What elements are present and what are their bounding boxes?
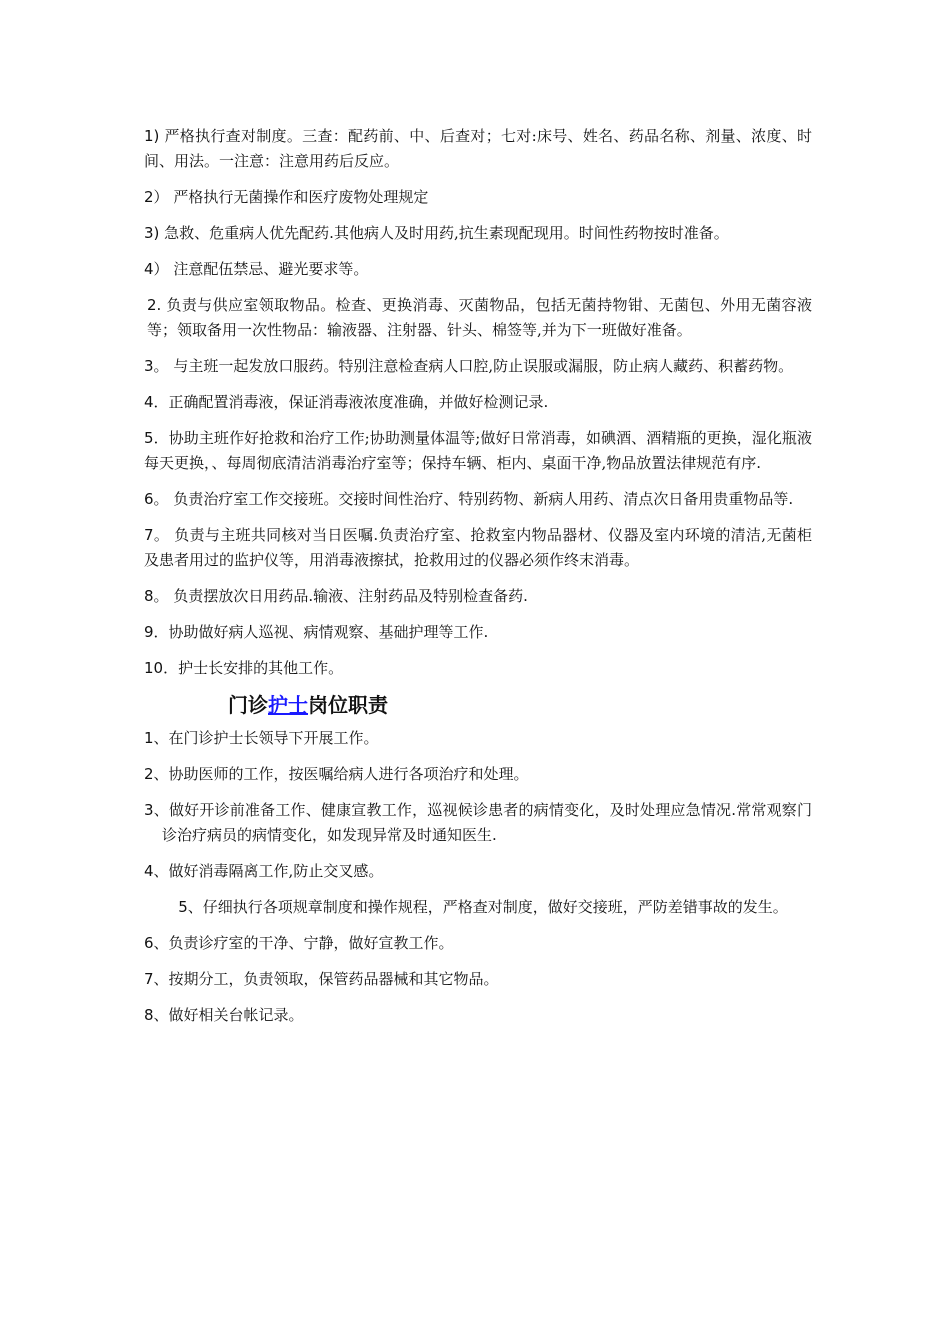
item-text: 、在门诊护士长领导下开展工作。 <box>153 729 379 747</box>
duty-item-9 <box>144 487 812 512</box>
item-number: 8 <box>144 1006 154 1024</box>
duty-item-4 <box>144 257 812 282</box>
duty-item-7 <box>144 390 812 415</box>
item-text: 严格执行无菌操作和医疗废物处理规定 <box>168 188 429 206</box>
clinic-duty-1 <box>144 726 812 751</box>
item-number: 3。 <box>144 357 169 375</box>
item-number: 7 <box>144 970 154 988</box>
item-number: 6 <box>144 934 154 952</box>
clinic-duty-3 <box>144 798 812 848</box>
duty-item-13 <box>144 656 812 681</box>
item-number: 8。 <box>144 587 169 605</box>
heading-link-nurse[interactable]: 护士 <box>268 693 308 717</box>
item-number: 10． <box>144 659 179 677</box>
duty-item-2 <box>144 185 812 210</box>
item-number: 3 <box>144 801 154 819</box>
item-text: 负责治疗室工作交接班。交接时间性治疗、特别药物、新病人用药、清点次日备用贵重物品等. <box>168 490 794 508</box>
item-number: 2） <box>144 188 169 206</box>
item-text: 与主班一起发放口服药。特别注意检查病人口腔,防止误服或漏服，防止病人藏药、积蓄药物。 <box>168 357 794 375</box>
item-text: 急救、危重病人优先配药.其他病人及时用药,抗生素现配现用。时间性药物按时准备。 <box>159 224 729 242</box>
duty-item-3 <box>144 221 812 246</box>
item-text: 、做好消毒隔离工作,防止交叉感。 <box>153 862 384 880</box>
item-text: 、负责诊疗室的干净、宁静，做好宣教工作。 <box>153 934 454 952</box>
duty-item-12 <box>144 620 812 645</box>
item-number: 9． <box>144 623 169 641</box>
clinic-duty-6 <box>144 931 812 956</box>
item-number: 1) <box>144 127 160 145</box>
item-text: 护士长安排的其他工作。 <box>178 659 344 677</box>
duty-item-1 <box>144 124 812 174</box>
clinic-duty-5 <box>144 895 812 920</box>
heading-text-end: 岗位职责 <box>308 693 388 717</box>
item-text: 正确配置消毒液，保证消毒液浓度准确，并做好检测记录. <box>168 393 549 411</box>
item-text: 负责与主班共同核对当日医嘱.负责治疗室、抢救室内物品器材、仪器及室内环境的清洁,无菌柜及患者用过的监护仪等，用消毒液擦拭，抢救用过的仪器必须作终末消毒。 <box>144 526 813 569</box>
item-text: 协助主班作好抢救和治疗工作;协助测量体温等;做好日常消毒，如碘酒、酒精瓶的更换，湿化瓶液每天更换，、每周彻底清洁消毒治疗室等；保持车辆、柜内、桌面干净,物品放置法律规范有序. <box>144 429 812 472</box>
clinic-duty-8 <box>144 1003 812 1028</box>
duty-item-11 <box>144 584 812 609</box>
item-text: 负责与供应室领取物品。检查、更换消毒、灭菌物品，包括无菌持物钳、无菌包、外用无菌容液等；领取备用一次性物品：输液器、注射器、针头、棉签等,并为下一班做好准备。 <box>147 296 812 339</box>
item-number: 4 <box>144 862 154 880</box>
duty-item-6 <box>144 354 812 379</box>
clinic-duty-4 <box>144 859 812 884</box>
item-text: 、协助医师的工作，按医嘱给病人进行各项治疗和处理。 <box>153 765 529 783</box>
item-number: 2. <box>147 296 162 314</box>
item-text: 严格执行查对制度。三查：配药前、中、后查对；七对:床号、姓名、药品名称、剂量、浓度、时间、用法。一注意：注意用药后反应。 <box>144 127 812 170</box>
heading-text-start: 门诊 <box>228 693 268 717</box>
duty-item-10 <box>144 523 812 573</box>
duty-item-5 <box>144 293 812 343</box>
section-heading <box>228 690 812 720</box>
item-text: 、仔细执行各项规章制度和操作规程，严格查对制度，做好交接班，严防差错事故的发生。 <box>187 898 788 916</box>
item-number: 4） <box>144 260 169 278</box>
duty-item-8 <box>144 426 812 476</box>
item-number: 7。 <box>144 526 170 544</box>
item-number: 5． <box>144 429 169 447</box>
item-number: 6。 <box>144 490 169 508</box>
item-text: 、做好相关台帐记录。 <box>153 1006 304 1024</box>
item-text: 、按期分工，负责领取，保管药品器械和其它物品。 <box>153 970 499 988</box>
item-text: 注意配伍禁忌、避光要求等。 <box>168 260 369 278</box>
document-body <box>144 124 812 1039</box>
clinic-duty-7 <box>144 967 812 992</box>
item-number: 1 <box>144 729 154 747</box>
item-number: 2 <box>144 765 154 783</box>
clinic-duty-2 <box>144 762 812 787</box>
item-text: 协助做好病人巡视、病情观察、基础护理等工作. <box>168 623 489 641</box>
item-number: 4． <box>144 393 169 411</box>
item-number: 5 <box>178 898 188 916</box>
item-text: 、做好开诊前准备工作、健康宣教工作，巡视候诊患者的病情变化，及时处理应急情况.常常观察门诊治疗病员的病情变化，如发现异常及时通知医生. <box>153 801 812 844</box>
item-number: 3) <box>144 224 160 242</box>
item-text: 负责摆放次日用药品.输液、注射药品及特别检查备药. <box>168 587 528 605</box>
